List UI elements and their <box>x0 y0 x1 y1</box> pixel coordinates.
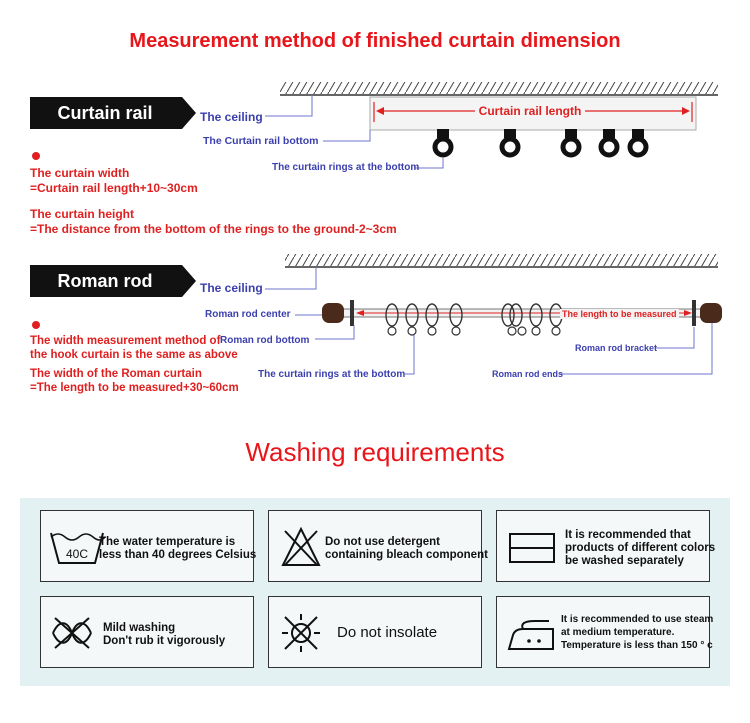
bracket-label: Roman rod bracket <box>575 343 658 353</box>
ceiling-label: The ceiling <box>200 110 263 124</box>
wash-card-mild <box>40 596 254 668</box>
wash-text-2b: containing bleach component <box>325 549 488 561</box>
roman-width-line1: The width of the Roman curtain <box>30 368 202 380</box>
wash-text-6a: It is recommended to use steam <box>561 614 714 625</box>
rod-bottom-label: Roman rod bottom <box>220 335 310 346</box>
hook-method-line1: The width measurement method of <box>30 335 221 347</box>
rod-ends-label: Roman rod ends <box>492 369 564 379</box>
no-sun-icon <box>281 613 321 653</box>
washing-panel <box>20 498 730 686</box>
wash-card-iron <box>496 596 714 668</box>
wash-text-6b: at medium temperature. <box>561 627 675 638</box>
wash-card-sun <box>268 596 482 668</box>
no-wring-icon <box>49 616 95 650</box>
wash-card-temperature <box>40 510 257 582</box>
rings-bottom-label: The curtain rings at the bottom <box>272 162 420 173</box>
page-title: Measurement method of finished curtain dimension <box>129 30 621 52</box>
rail-ring <box>601 139 617 155</box>
rail-ring <box>563 139 579 155</box>
rail-ring <box>502 139 518 155</box>
roman-width-line2: =The length to be measured+30~60cm <box>30 382 239 394</box>
no-bleach-icon <box>281 527 321 567</box>
curtain-width-line2: =Curtain rail length+10~30cm <box>30 181 198 195</box>
wash-text-3b: products of different colors <box>565 542 716 554</box>
curtain-height-line1: The curtain height <box>30 207 135 221</box>
wash-text-3a: It is recommended that <box>565 529 691 541</box>
curtain-rail-diagram <box>0 80 750 200</box>
wash-text-4b: Don't rub it vigorously <box>103 635 226 647</box>
measured-label: The length to be measured <box>562 309 677 319</box>
ceiling-hatch <box>280 82 718 94</box>
wash-text-5a: Do not insolate <box>337 624 438 641</box>
wash-text-1b: less than 40 degrees Celsius <box>99 549 257 561</box>
wash-card-separate <box>496 510 716 582</box>
rail-length-label: Curtain rail length <box>380 104 680 118</box>
curtain-rail-tag-label: Curtain rail <box>30 97 180 129</box>
wash-text-4a: Mild washing <box>103 622 176 634</box>
wash-text-6c: Temperature is less than 150 ° c <box>561 640 713 651</box>
rail-ring <box>630 139 646 155</box>
wash-text-3c: be washed separately <box>565 555 684 567</box>
ceiling-label: The ceiling <box>200 281 263 295</box>
rail-bottom-label: The Curtain rail bottom <box>203 135 319 147</box>
roman-rod-tag-label: Roman rod <box>30 265 180 297</box>
wash-separately-icon <box>509 533 555 563</box>
wash-text-2a: Do not use detergent <box>325 536 441 548</box>
washtub-40c-icon <box>49 527 105 567</box>
hook-method-line2: the hook curtain is the same as above <box>30 349 238 361</box>
rod-center-label: Roman rod center <box>205 309 291 320</box>
curtain-width-line1: The curtain width <box>30 166 130 180</box>
rail-ring <box>435 139 451 155</box>
ceiling-hatch <box>285 254 718 266</box>
iron-medium-icon <box>505 619 557 653</box>
rings-bottom-label: The curtain rings at the bottom <box>258 369 406 380</box>
washing-title: Washing requirements <box>245 437 505 467</box>
rod-end-left <box>322 303 344 323</box>
curtain-height-line2: =The distance from the bottom of the rings to the ground-2~3cm <box>30 222 397 236</box>
wash-card-bleach <box>268 510 488 582</box>
rod-end-right <box>700 303 722 323</box>
svg-text:40C: 40C <box>65 547 89 561</box>
wash-text-1a: The water temperature is <box>99 536 236 548</box>
